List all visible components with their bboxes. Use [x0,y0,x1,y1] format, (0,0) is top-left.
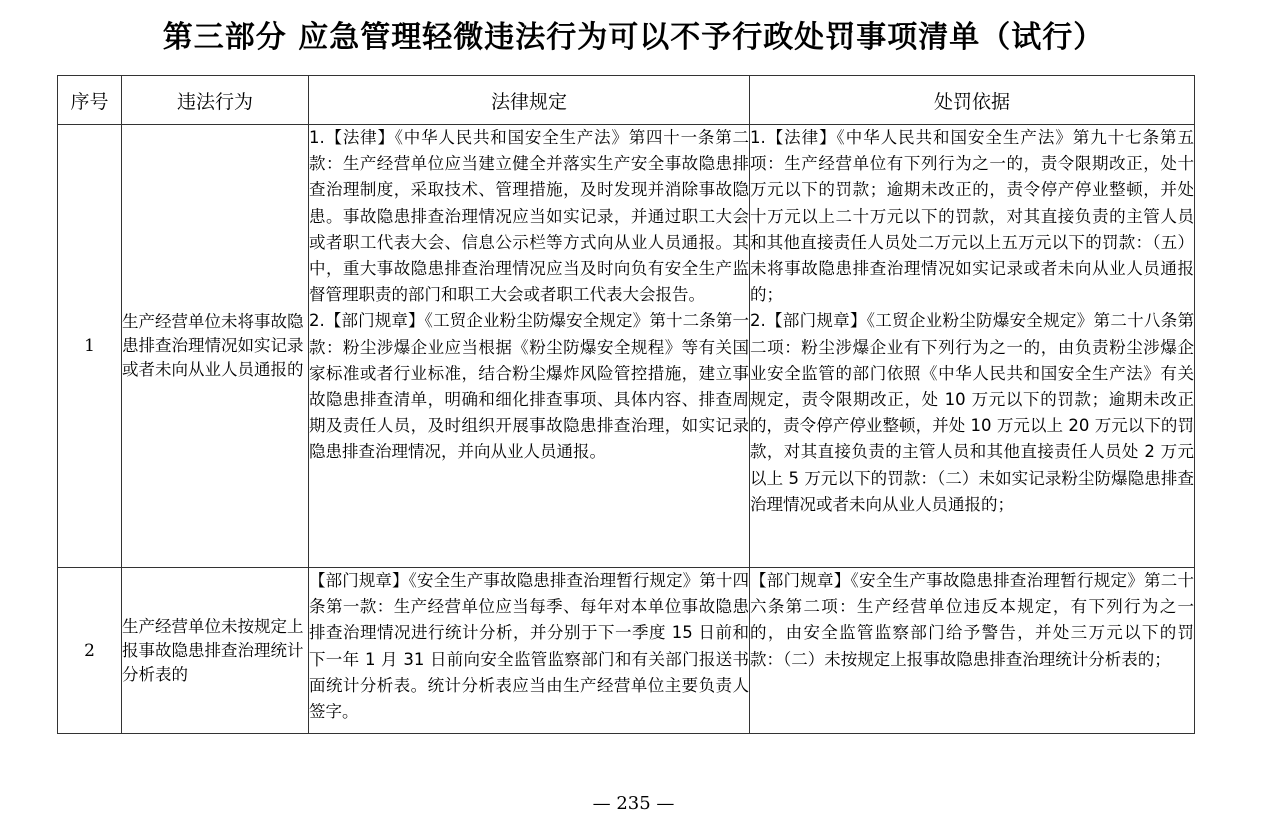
row-number: 2 [58,568,122,734]
legal-provision-item: 1.【法律】《中华人民共和国安全生产法》第四十一条第二款：生产经营单位应当建立健全并落实生产安全事故隐患排查治理制度，采取技术、管理措施，及时发现并消除事故隐患。事故隐患排查治理情况应当如实记录，并通过职工大会或者职工代表大会、信息公示栏等方式向从业人员通报。其中，重大事故隐患排查治理情况应当及时向负有安全生产监督管理职责的部门和职工大会或者职工代表大会报告。 [309,128,749,305]
header-penalty-basis: 处罚依据 [750,76,1195,125]
legal-provision-cell [309,125,750,568]
penalty-basis-cell [750,568,1195,734]
penalty-basis-item: 2.【部门规章】《工贸企业粉尘防爆安全规定》第二十八条第二项：粉尘涉爆企业有下列行为之一的，由负责粉尘涉爆企业安全监管的部门依照《中华人民共和国安全生产法》有关规定，责令限期改正，处 10 万元以下的罚款；逾期未改正的，责令停产停业整顿，并处 10 万元以上 20 万元以下的罚款，对其直接负责的主管人员和其他直接责任人员处 2 万元以上 5 万元以下的罚款：（二）未如实记录粉尘防爆隐患排查治理情况或者未向从业人员通报的； [750,311,1194,514]
penalty-basis-cell [750,125,1195,568]
page-number: — 235 — [592,793,675,814]
legal-provision-item: 2.【部门规章】《工贸企业粉尘防爆安全规定》第十二条第一款：粉尘涉爆企业应当根据《粉尘防爆安全规程》等有关国家标准或者行业标准，结合粉尘爆炸风险管控措施，建立事故隐患排查清单，明确和细化排查事项、具体内容、排查周期及责任人员，及时组织开展事故隐患排查治理，如实记录隐患排查治理情况，并向从业人员通报。 [309,311,749,462]
header-number: 序号 [58,76,122,125]
table-row [58,568,1195,734]
table-row [58,125,1195,568]
penalty-list-table [57,75,1195,734]
header-violation: 违法行为 [122,76,309,125]
violation-cell: 生产经营单位未将事故隐患排查治理情况如实记录或者未向从业人员通报的 [122,125,309,568]
page-title: 第三部分 应急管理轻微违法行为可以不予行政处罚事项清单（试行） [162,20,1105,55]
legal-provision-item: 【部门规章】《安全生产事故隐患排查治理暂行规定》第十四条第一款：生产经营单位应当每季、每年对本单位事故隐患排查治理情况进行统计分析，并分别于下一季度 15 日前和下一年 1 月 31 日前向安全监管监察部门和有关部门报送书面统计分析表。统计分析表应当由生产经营单位主要负责人签字。 [309,571,749,722]
legal-provision-cell [309,568,750,734]
penalty-basis-item: 1.【法律】《中华人民共和国安全生产法》第九十七条第五项：生产经营单位有下列行为之一的，责令限期改正，处十万元以下的罚款；逾期未改正的，责令停产停业整顿，并处十万元以上二十万元以下的罚款，对其直接负责的主管人员和其他直接责任人员处二万元以上五万元以下的罚款：（五）未将事故隐患排查治理情况如实记录或者未向从业人员通报的； [750,128,1194,305]
table-header-row [58,76,1195,125]
row-number: 1 [58,125,122,568]
violation-cell: 生产经营单位未按规定上报事故隐患排查治理统计分析表的 [122,568,309,734]
header-legal-provision: 法律规定 [309,76,750,125]
penalty-basis-item: 【部门规章】《安全生产事故隐患排查治理暂行规定》第二十六条第二项：生产经营单位违反本规定，有下列行为之一的，由安全监管监察部门给予警告，并处三万元以下的罚款：（二）未按规定上报事故隐患排查治理统计分析表的； [750,571,1194,669]
